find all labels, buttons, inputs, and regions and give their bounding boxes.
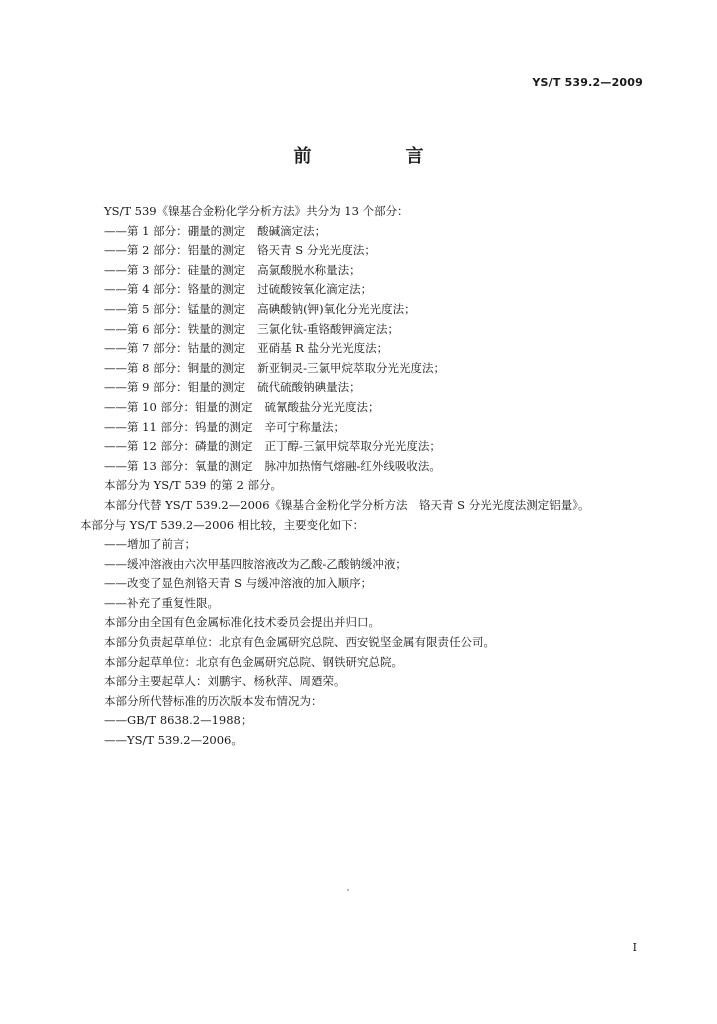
part-title: ——第 1 部分：硼量的测定 — [104, 223, 246, 238]
part-method: 亚硝基 R 盐分光光度法； — [257, 341, 389, 356]
part-method: 硫氰酸盐分光光度法； — [264, 399, 380, 414]
paragraph-line — [80, 457, 660, 477]
part-title: ——第 3 部分：硅量的测定 — [104, 262, 246, 277]
paragraph-line — [80, 496, 660, 516]
part-method: 铬天青 S 分光光度法； — [257, 243, 376, 258]
paragraph-text: 本部分所代替标准的历次版本发布情况为： — [104, 693, 323, 708]
paragraph-line — [80, 300, 660, 320]
paragraph-line — [80, 418, 660, 438]
part-method: 辛可宁称量法； — [264, 419, 345, 434]
paragraph-line — [80, 613, 660, 633]
paragraph-line — [80, 261, 660, 281]
part-title: ——第 10 部分：钼量的测定 — [104, 399, 253, 414]
paragraph-text: ——GB/T 8638.2—1988； — [104, 713, 253, 728]
paragraph-line — [80, 555, 660, 575]
standard-code: YS/T 539.2—2009 — [532, 76, 643, 89]
part-method: 酸碱滴定法； — [257, 223, 327, 238]
paragraph-line — [80, 692, 660, 712]
paragraph-line — [80, 594, 660, 614]
paragraph-line — [80, 398, 660, 418]
part-title: ——第 7 部分：钴量的测定 — [104, 341, 246, 356]
paragraph-text: 本部分起草单位：北京有色金属研究总院、钢铁研究总院。 — [104, 654, 403, 669]
part-title: ——第 13 部分：氧量的测定 — [104, 458, 253, 473]
paragraph-text: ——改变了显色剂铬天青 S 与缓冲溶液的加入顺序； — [104, 576, 373, 591]
scan-speck — [347, 889, 349, 891]
part-method: 高氯酸脱水称量法； — [257, 262, 361, 277]
paragraph-line — [80, 202, 660, 222]
paragraph-line — [80, 378, 660, 398]
paragraph-line — [80, 437, 660, 457]
paragraph-line — [80, 653, 660, 673]
part-method: 过硫酸铵氧化滴定法； — [257, 282, 373, 297]
part-title: ——第 2 部分：铝量的测定 — [104, 243, 246, 258]
paragraph-line — [80, 711, 660, 731]
part-method: 正丁醇-三氯甲烷萃取分光光度法； — [264, 439, 441, 454]
part-title: ——第 9 部分：钼量的测定 — [104, 380, 246, 395]
paragraph-line — [80, 633, 660, 653]
paragraph-line — [80, 672, 660, 692]
part-title: ——第 4 部分：铬量的测定 — [104, 282, 246, 297]
page-title: 前 言 — [293, 146, 462, 167]
paragraph-text: ——增加了前言； — [104, 537, 196, 552]
paragraph-text: 本部分为 YS/T 539 的第 2 部分。 — [104, 478, 283, 493]
paragraph-line — [80, 535, 660, 555]
part-title: ——第 5 部分：锰量的测定 — [104, 301, 246, 316]
part-title: ——第 8 部分：铜量的测定 — [104, 360, 246, 375]
paragraph-line — [80, 476, 660, 496]
part-title: ——第 6 部分：铁量的测定 — [104, 321, 246, 336]
paragraph-text: ——补充了重复性限。 — [104, 595, 219, 610]
paragraph-text: YS/T 539《镍基合金粉化学分析方法》共分为 13 个部分： — [104, 204, 409, 218]
paragraph-text: 本部分由全国有色金属标准化技术委员会提出并归口。 — [104, 615, 380, 630]
paragraph-text: 本部分负责起草单位：北京有色金属研究总院、西安锐坚金属有限责任公司。 — [104, 635, 495, 650]
paragraph-text: ——缓冲溶液由六次甲基四胺溶液改为乙酸-乙酸钠缓冲液； — [104, 556, 407, 571]
part-method: 脉冲加热惰气熔融-红外线吸收法。 — [264, 458, 441, 473]
paragraph-line — [80, 280, 660, 300]
foreword-body — [80, 202, 660, 751]
paragraph-line — [80, 516, 660, 536]
part-method: 高碘酸钠(钾)氧化分光光度法； — [257, 301, 416, 316]
part-title: ——第 11 部分：钨量的测定 — [104, 419, 253, 434]
part-method: 新亚铜灵-三氯甲烷萃取分光光度法； — [257, 360, 446, 375]
paragraph-line — [80, 241, 660, 261]
paragraph-line — [80, 574, 660, 594]
page-number: I — [632, 941, 637, 954]
paragraph-line — [80, 731, 660, 751]
paragraph-text: 本部分代替 YS/T 539.2—2006《镍基合金粉化学分析方法 铬天青 S 分光光度法测定铝量》。 — [104, 497, 590, 512]
paragraph-line — [80, 222, 660, 242]
paragraph-line — [80, 320, 660, 340]
part-title: ——第 12 部分：磷量的测定 — [104, 439, 253, 454]
paragraph-line — [80, 359, 660, 379]
part-method: 硫代硫酸钠碘量法； — [257, 380, 361, 395]
part-method: 三氯化钛-重铬酸钾滴定法； — [257, 321, 400, 336]
paragraph-text: ——YS/T 539.2—2006。 — [104, 733, 243, 748]
paragraph-line — [80, 339, 660, 359]
paragraph-text: 本部分与 YS/T 539.2—2006 相比较，主要变化如下： — [80, 517, 365, 532]
paragraph-text: 本部分主要起草人：刘鹏宇、杨秋萍、周廼荣。 — [104, 674, 346, 689]
